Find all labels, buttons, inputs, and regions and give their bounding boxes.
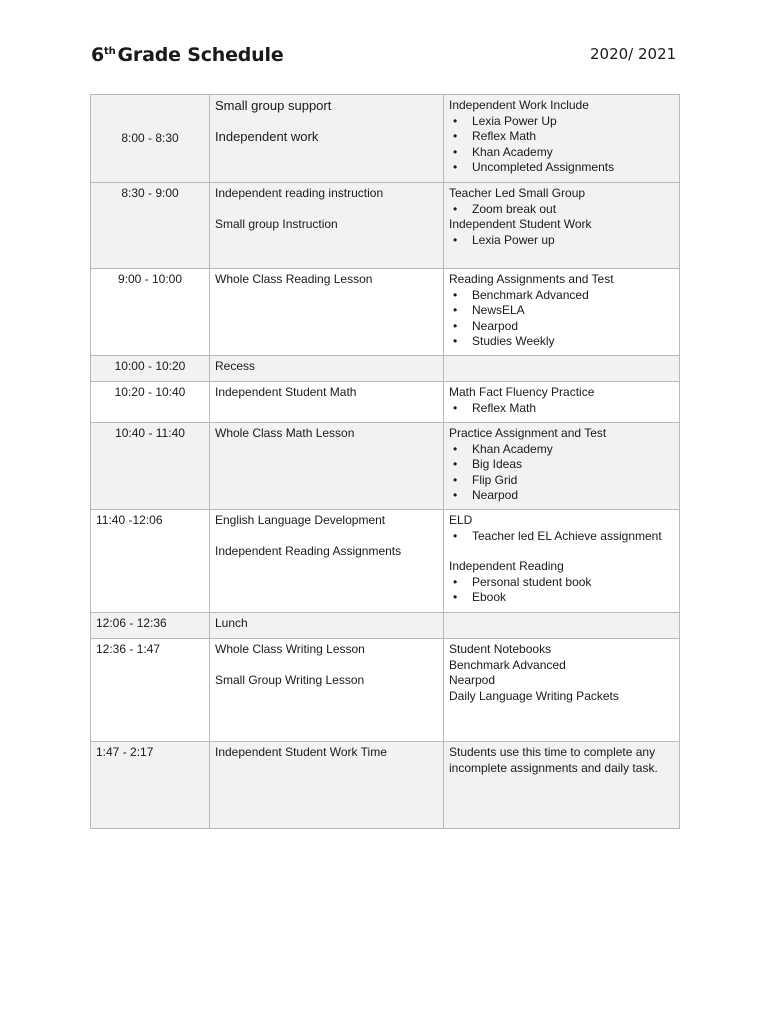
resource-line: Nearpod	[449, 673, 496, 687]
activity-line: Independent Reading Assignments	[215, 543, 402, 558]
resource-cell	[444, 613, 680, 639]
schedule-row	[91, 95, 680, 183]
resource-item: • Ebook	[449, 590, 674, 606]
resource-line: incomplete assignments and daily task.	[449, 760, 658, 775]
time-cell	[91, 356, 210, 382]
activity-cell	[210, 510, 444, 613]
resource-cell	[444, 356, 680, 382]
activity-line: Small group Instruction	[215, 216, 338, 231]
resource-heading: Practice Assignment and Test	[449, 426, 607, 440]
school-year: 2020/ 2021	[590, 45, 677, 63]
time-slot: 9:00 - 10:00	[117, 272, 183, 286]
time-cell	[91, 742, 210, 829]
schedule-row	[91, 382, 680, 423]
resource-item: • Flip Grid	[449, 473, 674, 489]
resource-cell	[444, 95, 680, 183]
resource-cell	[444, 639, 680, 742]
time-cell	[91, 613, 210, 639]
resource-line: Benchmark Advanced	[449, 657, 566, 672]
activity-cell	[210, 382, 444, 423]
time-slot: 12:06 - 12:36	[96, 616, 167, 630]
resource-heading: Reading Assignments and Test	[449, 272, 614, 286]
time-slot: 8:00 - 8:30	[121, 130, 179, 145]
activity-line: Lunch	[215, 616, 248, 630]
schedule-row	[91, 356, 680, 382]
activity-cell	[210, 742, 444, 829]
time-slot: 12:36 - 1:47	[96, 642, 161, 656]
schedule-row	[91, 269, 680, 356]
activity-line: Whole Class Math Lesson	[215, 426, 355, 440]
resource-item: • NewsELA	[449, 303, 674, 319]
resource-heading: Independent Student Work	[449, 217, 592, 231]
activity-cell	[210, 423, 444, 510]
resource-line: Students use this time to complete any	[449, 745, 656, 759]
time-cell	[91, 269, 210, 356]
resource-item: • Lexia Power up	[449, 233, 674, 249]
activity-line: Independent work	[215, 128, 319, 144]
time-slot: 10:20 - 10:40	[114, 385, 186, 399]
activity-cell	[210, 269, 444, 356]
schedule-row	[91, 183, 680, 269]
schedule-row	[91, 742, 680, 829]
time-cell	[91, 639, 210, 742]
resource-line: Daily Language Writing Packets	[449, 688, 619, 703]
resource-item: • Studies Weekly	[449, 334, 674, 350]
activity-line: Recess	[215, 359, 256, 373]
time-cell	[91, 423, 210, 510]
title-ordinal-suffix: th	[104, 45, 116, 57]
resource-item: • Teacher led EL Achieve assignment	[449, 529, 674, 545]
resource-cell	[444, 510, 680, 613]
activity-cell	[210, 95, 444, 183]
time-cell	[91, 95, 210, 183]
time-cell	[91, 510, 210, 613]
time-cell	[91, 183, 210, 269]
activity-cell	[210, 613, 444, 639]
resource-heading: Teacher Led Small Group	[449, 186, 586, 200]
activity-line: Independent Student Work Time	[215, 745, 387, 759]
activity-line: Whole Class Writing Lesson	[215, 642, 365, 656]
resource-cell	[444, 742, 680, 829]
resource-item: • Reflex Math	[449, 129, 674, 145]
activity-line: Whole Class Reading Lesson	[215, 272, 373, 286]
resource-item: • Big Ideas	[449, 457, 674, 473]
time-slot: 10:00 - 10:20	[114, 359, 186, 373]
schedule-row	[91, 613, 680, 639]
resource-heading: ELD	[449, 513, 473, 527]
schedule-table	[90, 94, 680, 829]
schedule-row	[91, 423, 680, 510]
title-text: Grade Schedule	[117, 44, 284, 66]
activity-line: Independent reading instruction	[215, 186, 384, 200]
resource-item: • Nearpod	[449, 319, 674, 335]
time-cell	[91, 382, 210, 423]
resource-item: • Reflex Math	[449, 401, 674, 417]
schedule-row	[91, 510, 680, 613]
time-slot: 11:40 -12:06	[96, 513, 163, 527]
activity-line: Small group support	[215, 98, 332, 113]
resource-cell	[444, 382, 680, 423]
activity-cell	[210, 356, 444, 382]
resource-heading: Math Fact Fluency Practice	[449, 385, 595, 399]
time-slot: 8:30 - 9:00	[121, 186, 179, 200]
time-slot: 1:47 - 2:17	[96, 745, 154, 759]
title-grade-number: 6	[91, 44, 105, 66]
resource-item: • Nearpod	[449, 488, 674, 504]
activity-line: Independent Student Math	[215, 385, 357, 399]
resource-item: • Khan Academy	[449, 145, 674, 161]
activity-line: English Language Development	[215, 513, 386, 527]
resource-line: Student Notebooks	[449, 642, 552, 656]
resource-item: • Benchmark Advanced	[449, 288, 674, 304]
resource-cell	[444, 269, 680, 356]
resource-heading: Independent Work Include	[449, 98, 589, 112]
resource-item: • Khan Academy	[449, 442, 674, 458]
activity-line: Small Group Writing Lesson	[215, 672, 365, 687]
activity-cell	[210, 639, 444, 742]
time-slot: 10:40 - 11:40	[115, 426, 185, 440]
schedule-row	[91, 639, 680, 742]
resource-cell	[444, 183, 680, 269]
resource-cell	[444, 423, 680, 510]
activity-cell	[210, 183, 444, 269]
resource-heading: Independent Reading	[449, 559, 564, 573]
resource-item: • Uncompleted Assignments	[449, 160, 674, 176]
resource-item: • Lexia Power Up	[449, 114, 674, 130]
resource-item: • Zoom break out	[449, 202, 674, 218]
resource-item: • Personal student book	[449, 575, 674, 591]
page-title	[91, 44, 284, 66]
